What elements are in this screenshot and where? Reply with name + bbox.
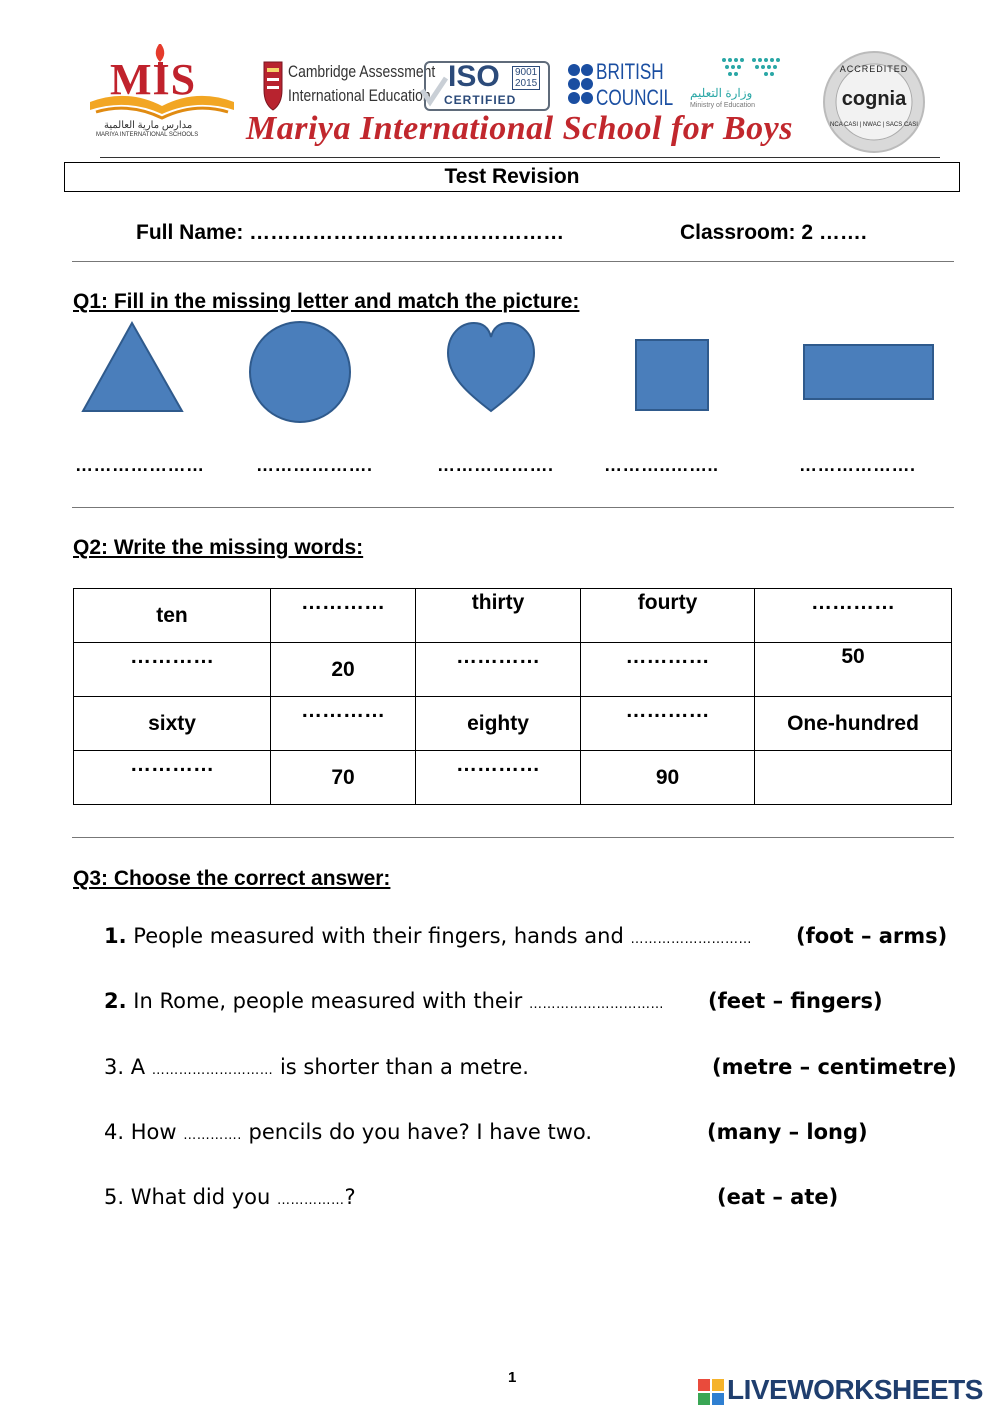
cambridge-shield-icon bbox=[262, 60, 284, 112]
table-cell: fourty bbox=[581, 589, 755, 643]
table-cell: 90 bbox=[581, 751, 755, 805]
table-row bbox=[74, 589, 952, 643]
q3-options-5: (eat – ate) bbox=[717, 1185, 839, 1209]
q3-item-2: 2. In Rome, people measured with their ………………………… bbox=[104, 989, 664, 1013]
q1-blank-1[interactable]: ………………… bbox=[75, 455, 205, 475]
table-cell: One-hundred bbox=[755, 697, 952, 751]
table-row bbox=[74, 643, 952, 697]
q3-blank-2[interactable]: ………………………… bbox=[528, 997, 664, 1012]
table-cell: 20 bbox=[271, 643, 416, 697]
ministry-english: Ministry of Education bbox=[690, 102, 755, 109]
triangle-icon bbox=[83, 323, 182, 411]
ministry-arabic: وزارة التعليم bbox=[690, 86, 753, 100]
q3-blank-1[interactable]: ……………………… bbox=[630, 932, 752, 947]
british-council-logo bbox=[566, 58, 674, 114]
mis-arabic-name: مدارس مارية العالمية bbox=[104, 120, 193, 131]
q2-heading: Q2: Write the missing words: bbox=[73, 536, 364, 559]
table-cell-blank[interactable]: ………… bbox=[74, 643, 271, 697]
square-icon bbox=[636, 340, 708, 410]
table-cell-blank[interactable]: ………… bbox=[581, 643, 755, 697]
table-cell-blank[interactable]: ………… bbox=[416, 643, 581, 697]
table-cell: sixty bbox=[74, 697, 271, 751]
iso-certified: CERTIFIED bbox=[444, 93, 517, 107]
cognia-bottom: NCA CASI | NWAC | SACS CASI bbox=[830, 122, 918, 128]
ministry-dots-icon bbox=[718, 54, 788, 84]
divider bbox=[72, 261, 954, 262]
table-cell: eighty bbox=[416, 697, 581, 751]
table-cell: 70 bbox=[271, 751, 416, 805]
table-cell: ten bbox=[74, 589, 271, 643]
school-name: Mariya International School for Boys bbox=[246, 110, 793, 147]
q3-item-1: 1. People measured with their fingers, hands and ……………………… bbox=[104, 924, 752, 948]
q1-blank-5[interactable]: ………………. bbox=[799, 455, 916, 475]
table-cell: thirty bbox=[416, 589, 581, 643]
circle-icon bbox=[250, 322, 350, 422]
divider bbox=[72, 507, 954, 508]
british-council-text: BRITISH COUNCIL bbox=[596, 59, 674, 110]
table-cell-blank[interactable]: ………… bbox=[755, 589, 952, 643]
q3-item-5: 5. What did you ……………? bbox=[104, 1185, 356, 1209]
classroom-field[interactable]: Classroom: 2 ……. bbox=[680, 221, 867, 244]
cognia-seal bbox=[822, 50, 926, 154]
liveworksheets-text: LIVEWORKSHEETS bbox=[727, 1374, 983, 1405]
header-rule bbox=[100, 157, 940, 158]
q1-blank-4[interactable]: ………..…….. bbox=[604, 455, 719, 475]
table-cell-blank[interactable]: ………… bbox=[271, 697, 416, 751]
mis-logo bbox=[82, 40, 242, 140]
q3-blank-4[interactable]: …………. bbox=[183, 1128, 242, 1143]
table-cell-blank[interactable]: ………… bbox=[74, 751, 271, 805]
mis-letters: MIS bbox=[110, 55, 197, 104]
rectangle-icon bbox=[804, 345, 933, 399]
number-words-table bbox=[73, 588, 952, 805]
q3-item-4: 4. How …………. pencils do you have? I have two. bbox=[104, 1120, 593, 1144]
q3-options-4: (many – long) bbox=[707, 1120, 868, 1144]
ministry-logo bbox=[688, 52, 798, 112]
divider bbox=[72, 837, 954, 838]
q1-blank-3[interactable]: ………………. bbox=[437, 455, 554, 475]
cambridge-logo bbox=[262, 58, 436, 116]
q1-blank-2[interactable]: ………………. bbox=[256, 455, 373, 475]
table-row bbox=[74, 751, 952, 805]
table-cell-blank[interactable]: ………… bbox=[416, 751, 581, 805]
cognia-word: cognia bbox=[841, 88, 907, 110]
british-council-dots-icon bbox=[566, 60, 596, 112]
q1-heading: Q1: Fill in the missing letter and match the picture: bbox=[73, 290, 580, 313]
q3-heading: Q3: Choose the correct answer: bbox=[73, 867, 391, 890]
table-cell bbox=[755, 751, 952, 805]
q1-shapes bbox=[70, 315, 950, 430]
table-row bbox=[74, 697, 952, 751]
q3-options-2: (feet – fingers) bbox=[708, 989, 883, 1013]
table-cell-blank[interactable]: ………… bbox=[581, 697, 755, 751]
liveworksheets-logo bbox=[697, 1374, 993, 1410]
q3-blank-3[interactable]: ……………………… bbox=[151, 1063, 274, 1078]
q3-options-1: (foot – arms) bbox=[796, 924, 948, 948]
page-title: Test Revision bbox=[64, 162, 960, 192]
iso-standard: 9001 2015 bbox=[512, 66, 540, 90]
q3-item-3: 3. A ……………………… is shorter than a metre. bbox=[104, 1055, 529, 1079]
q3-options-3: (metre – centimetre) bbox=[712, 1055, 957, 1079]
iso-word: ISO bbox=[448, 60, 500, 93]
table-cell: 50 bbox=[755, 643, 952, 697]
cambridge-text: Cambridge Assessment International Education bbox=[288, 62, 436, 105]
mis-english-name: MARIYA INTERNATIONAL SCHOOLS bbox=[96, 132, 199, 138]
liveworksheets-blocks-icon bbox=[697, 1378, 725, 1408]
page-number: 1 bbox=[508, 1369, 517, 1386]
iso-badge bbox=[418, 58, 556, 114]
cognia-accredited: ACCREDITED bbox=[839, 64, 909, 74]
heart-icon bbox=[448, 323, 534, 411]
q3-blank-5[interactable]: …………… bbox=[277, 1193, 345, 1208]
table-cell-blank[interactable]: ………… bbox=[271, 589, 416, 643]
full-name-field[interactable]: Full Name: ……………………………………… bbox=[136, 221, 565, 244]
